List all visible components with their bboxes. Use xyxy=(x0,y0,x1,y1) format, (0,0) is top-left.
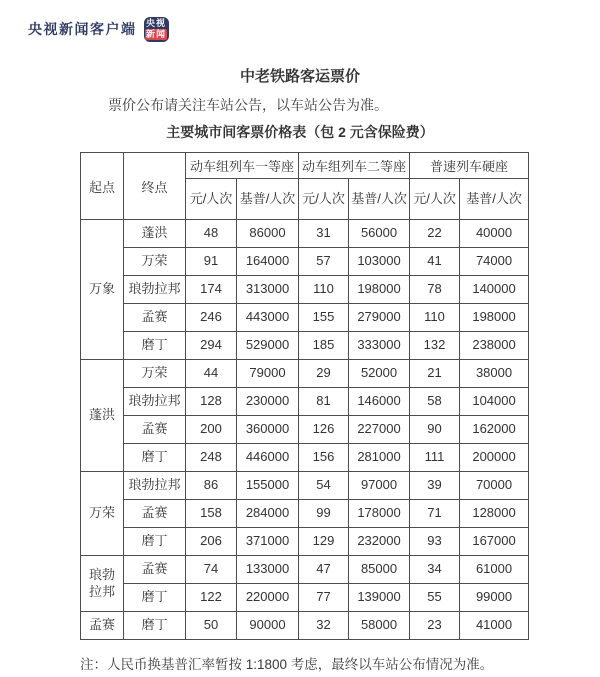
header-unit-yuan: 元/人次 xyxy=(186,179,237,220)
table-title: 主要城市间客票价格表（包 2 元含保险费） xyxy=(166,124,434,140)
fare-row xyxy=(81,444,529,472)
header-emu-second-class: 动车组列车二等座 xyxy=(299,153,410,179)
fare-cell: 128000 xyxy=(460,500,529,528)
fare-row xyxy=(81,528,529,556)
fare-cell: 284000 xyxy=(237,500,299,528)
fare-row xyxy=(81,584,529,612)
fare-cell: 99 xyxy=(299,500,349,528)
fare-cell: 79000 xyxy=(237,360,299,388)
fare-cell: 32 xyxy=(299,612,349,640)
destination-cell: 万荣 xyxy=(124,248,186,276)
fare-cell: 129 xyxy=(299,528,349,556)
fare-cell: 91 xyxy=(186,248,237,276)
header-destination: 终点 xyxy=(124,153,186,220)
fare-cell: 371000 xyxy=(237,528,299,556)
header-unit-kip: 基普/人次 xyxy=(460,179,529,220)
fare-cell: 156 xyxy=(299,444,349,472)
fare-row xyxy=(81,220,529,248)
fare-cell: 140000 xyxy=(460,276,529,304)
fare-cell: 158 xyxy=(186,500,237,528)
fare-row xyxy=(81,388,529,416)
logo-badge-line1: 央视 xyxy=(145,18,166,28)
destination-cell: 磨丁 xyxy=(124,332,186,360)
fare-row xyxy=(81,500,529,528)
fare-cell: 57 xyxy=(299,248,349,276)
fare-cell: 178000 xyxy=(349,500,410,528)
header-regular-hard-seat: 普速列车硬座 xyxy=(410,153,529,179)
fare-cell: 146000 xyxy=(349,388,410,416)
fare-cell: 97000 xyxy=(349,472,410,500)
header-origin: 起点 xyxy=(81,153,124,220)
fare-cell: 185 xyxy=(299,332,349,360)
fare-cell: 74 xyxy=(186,556,237,584)
header-unit-kip: 基普/人次 xyxy=(349,179,410,220)
app-header xyxy=(0,0,600,45)
fare-cell: 70000 xyxy=(460,472,529,500)
subtitle: 票价公布请关注车站公告，以车站公告为准。 xyxy=(108,97,388,113)
fare-cell: 139000 xyxy=(349,584,410,612)
fare-cell: 31 xyxy=(299,220,349,248)
fare-cell: 128 xyxy=(186,388,237,416)
footnote: 注：人民币换基普汇率暂按 1:1800 考虑，最终以车站公布情况为准。 xyxy=(80,657,494,672)
fare-cell: 56000 xyxy=(349,220,410,248)
destination-cell: 孟赛 xyxy=(124,500,186,528)
fare-cell: 58000 xyxy=(349,612,410,640)
fare-cell: 58 xyxy=(410,388,460,416)
fare-cell: 529000 xyxy=(237,332,299,360)
fare-cell: 200 xyxy=(186,416,237,444)
origin-cell: 万荣 xyxy=(81,472,124,556)
header-row-groups xyxy=(81,153,529,179)
fare-row xyxy=(81,416,529,444)
fare-cell: 104000 xyxy=(460,388,529,416)
destination-cell: 孟赛 xyxy=(124,304,186,332)
logo-badge-line2: 新闻 xyxy=(145,29,166,39)
destination-cell: 琅勃拉邦 xyxy=(124,276,186,304)
fare-cell: 44 xyxy=(186,360,237,388)
destination-cell: 蓬洪 xyxy=(124,220,186,248)
destination-cell: 磨丁 xyxy=(124,612,186,640)
fare-cell: 34 xyxy=(410,556,460,584)
fare-cell: 48 xyxy=(186,220,237,248)
origin-cell: 蓬洪 xyxy=(81,360,124,472)
document-body xyxy=(0,65,600,673)
fare-cell: 21 xyxy=(410,360,460,388)
fare-cell: 22 xyxy=(410,220,460,248)
fare-cell: 90000 xyxy=(237,612,299,640)
fare-cell: 54 xyxy=(299,472,349,500)
destination-cell: 琅勃拉邦 xyxy=(124,388,186,416)
fare-cell: 50 xyxy=(186,612,237,640)
origin-cell: 琅勃拉邦 xyxy=(81,556,124,612)
fare-cell: 90 xyxy=(410,416,460,444)
fare-cell: 77 xyxy=(299,584,349,612)
fare-cell: 122 xyxy=(186,584,237,612)
fare-cell: 281000 xyxy=(349,444,410,472)
fare-cell: 174 xyxy=(186,276,237,304)
fare-table xyxy=(80,152,529,640)
fare-row xyxy=(81,276,529,304)
header-emu-first-class: 动车组列车一等座 xyxy=(186,153,299,179)
fare-cell: 85000 xyxy=(349,556,410,584)
fare-cell: 220000 xyxy=(237,584,299,612)
fare-cell: 71 xyxy=(410,500,460,528)
fare-cell: 206 xyxy=(186,528,237,556)
fare-cell: 86000 xyxy=(237,220,299,248)
fare-cell: 230000 xyxy=(237,388,299,416)
fare-cell: 164000 xyxy=(237,248,299,276)
fare-cell: 360000 xyxy=(237,416,299,444)
fare-cell: 227000 xyxy=(349,416,410,444)
fare-cell: 47 xyxy=(299,556,349,584)
fare-row xyxy=(81,332,529,360)
fare-cell: 52000 xyxy=(349,360,410,388)
fare-cell: 198000 xyxy=(349,276,410,304)
cctv-news-logo-icon xyxy=(144,17,169,42)
fare-cell: 29 xyxy=(299,360,349,388)
fare-row xyxy=(81,304,529,332)
header-unit-yuan: 元/人次 xyxy=(299,179,349,220)
fare-cell: 86 xyxy=(186,472,237,500)
fare-cell: 333000 xyxy=(349,332,410,360)
fare-cell: 446000 xyxy=(237,444,299,472)
destination-cell: 孟赛 xyxy=(124,416,186,444)
page-title: 中老铁路客运票价 xyxy=(239,68,360,85)
fare-cell: 232000 xyxy=(349,528,410,556)
destination-cell: 磨丁 xyxy=(124,528,186,556)
fare-cell: 39 xyxy=(410,472,460,500)
fare-row xyxy=(81,556,529,584)
fare-row xyxy=(81,360,529,388)
destination-cell: 孟赛 xyxy=(124,556,186,584)
fare-cell: 200000 xyxy=(460,444,529,472)
fare-cell: 198000 xyxy=(460,304,529,332)
destination-cell: 琅勃拉邦 xyxy=(124,472,186,500)
fare-row xyxy=(81,472,529,500)
fare-cell: 23 xyxy=(410,612,460,640)
fare-cell: 40000 xyxy=(460,220,529,248)
origin-cell: 孟赛 xyxy=(81,612,124,640)
fare-cell: 110 xyxy=(299,276,349,304)
fare-cell: 99000 xyxy=(460,584,529,612)
fare-cell: 294 xyxy=(186,332,237,360)
fare-row xyxy=(81,612,529,640)
fare-cell: 126 xyxy=(299,416,349,444)
fare-cell: 162000 xyxy=(460,416,529,444)
fare-row xyxy=(81,248,529,276)
fare-cell: 41 xyxy=(410,248,460,276)
destination-cell: 磨丁 xyxy=(124,444,186,472)
fare-cell: 132 xyxy=(410,332,460,360)
fare-cell: 41000 xyxy=(460,612,529,640)
fare-cell: 103000 xyxy=(349,248,410,276)
fare-cell: 248 xyxy=(186,444,237,472)
fare-cell: 61000 xyxy=(460,556,529,584)
fare-cell: 167000 xyxy=(460,528,529,556)
fare-cell: 74000 xyxy=(460,248,529,276)
origin-cell: 万象 xyxy=(81,220,124,360)
destination-cell: 万荣 xyxy=(124,360,186,388)
app-title: 央视新闻客户端 xyxy=(28,21,137,37)
fare-cell: 93 xyxy=(410,528,460,556)
fare-cell: 133000 xyxy=(237,556,299,584)
fare-cell: 313000 xyxy=(237,276,299,304)
fare-cell: 81 xyxy=(299,388,349,416)
fare-cell: 246 xyxy=(186,304,237,332)
fare-cell: 78 xyxy=(410,276,460,304)
fare-cell: 238000 xyxy=(460,332,529,360)
header-unit-kip: 基普/人次 xyxy=(237,179,299,220)
fare-cell: 279000 xyxy=(349,304,410,332)
fare-cell: 443000 xyxy=(237,304,299,332)
fare-cell: 155000 xyxy=(237,472,299,500)
fare-cell: 155 xyxy=(299,304,349,332)
fare-cell: 111 xyxy=(410,444,460,472)
fare-cell: 110 xyxy=(410,304,460,332)
header-unit-yuan: 元/人次 xyxy=(410,179,460,220)
destination-cell: 磨丁 xyxy=(124,584,186,612)
fare-cell: 38000 xyxy=(460,360,529,388)
fare-cell: 55 xyxy=(410,584,460,612)
